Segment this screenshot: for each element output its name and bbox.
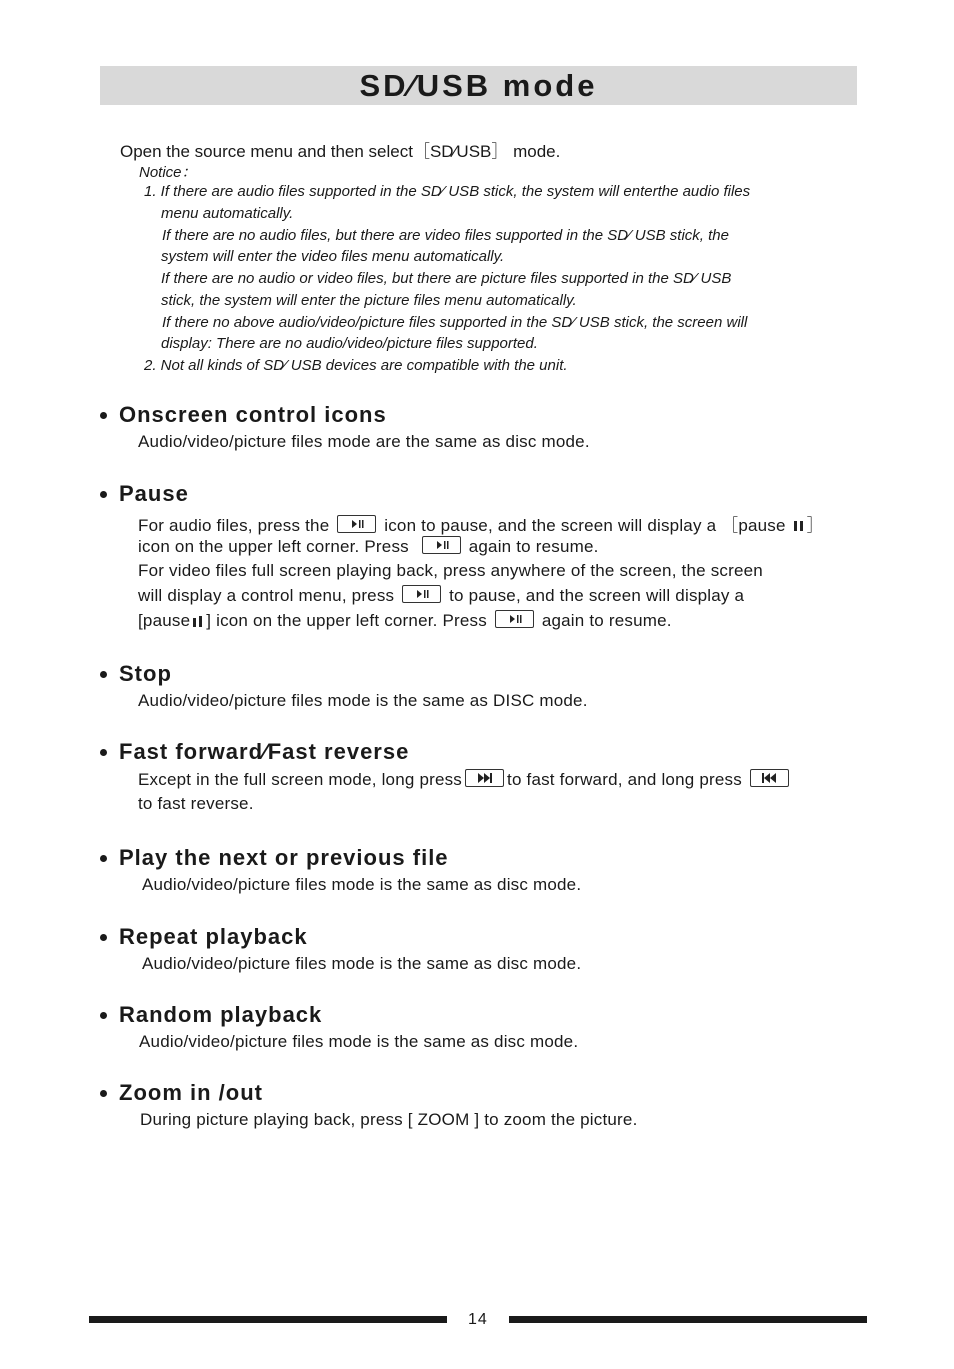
section-heading-stop	[100, 661, 172, 687]
note-line: stick, the system will enter the picture files menu automatically.	[161, 292, 577, 309]
note-line: If there no above audio/video/picture files supported in the SD⁄ USB stick, the screen will	[162, 314, 748, 331]
body-line	[138, 511, 824, 537]
section-heading-zoom	[100, 1080, 263, 1106]
note-line: If there are no audio files, but there are video files supported in the SD⁄ USB stick, the	[162, 227, 729, 244]
bullet-icon	[100, 671, 107, 678]
section-heading-fast-forward	[100, 739, 409, 765]
footer-rule-left	[89, 1316, 447, 1323]
section-heading-next-previous	[100, 845, 449, 871]
body-text: During picture playing back, press [ ZOOM ] to zoom the picture.	[140, 1110, 638, 1129]
note-line: system will enter the video files menu automatically.	[161, 248, 505, 265]
heading-text: Repeat playback	[119, 924, 308, 949]
note-line: If there are no audio or video files, but there are picture files supported in the SD⁄ USB	[161, 270, 732, 287]
body-text: again to resume.	[468, 537, 599, 556]
body-text: will display a control menu, press	[138, 586, 395, 605]
bullet-icon	[100, 934, 107, 941]
bullet-icon	[100, 1012, 107, 1019]
note-line: 2. Not all kinds of SD⁄ USB devices are compatible with the unit.	[144, 357, 568, 374]
previous-track-icon	[750, 769, 789, 787]
page-title: SD⁄USB mode	[359, 67, 598, 103]
heading-text: Onscreen control icons	[119, 402, 387, 427]
body-text: Audio/video/picture files mode is the same as DISC mode.	[138, 691, 588, 710]
section-heading-onscreen	[100, 402, 387, 428]
body-line	[138, 585, 744, 606]
bullet-icon	[100, 749, 107, 756]
body-text: [pause	[138, 611, 191, 630]
heading-text: Zoom in /out	[119, 1080, 263, 1105]
page-number: 14	[468, 1311, 488, 1328]
section-heading-repeat	[100, 924, 308, 950]
play-pause-icon	[495, 610, 534, 628]
body-text: to pause, and the screen will display a	[449, 586, 745, 605]
body-text: icon on the upper left corner. Press	[138, 537, 409, 556]
notice-label: Notice：	[139, 164, 197, 181]
body-text: to fast reverse.	[138, 794, 254, 813]
body-line	[138, 610, 672, 632]
note-line: 1. If there are audio files supported in the SD⁄ USB stick, the system will enterthe audio files	[144, 183, 751, 200]
body-text: For audio files, press the	[138, 516, 330, 535]
heading-text: Pause	[119, 481, 189, 506]
section-heading-random	[100, 1002, 322, 1028]
body-text: Audio/video/picture files mode are the same as disc mode.	[138, 432, 590, 451]
note-line: display: There are no audio/video/picture files supported.	[161, 335, 538, 352]
section-heading-pause	[100, 481, 189, 507]
body-text: Audio/video/picture files mode is the same as disc mode.	[139, 1032, 579, 1051]
footer-rule-right	[509, 1316, 867, 1323]
note-line: menu automatically.	[161, 205, 294, 222]
bullet-icon	[100, 855, 107, 862]
play-pause-icon	[337, 515, 376, 533]
heading-text: Fast forward⁄Fast reverse	[119, 739, 410, 764]
pause-icon	[192, 612, 204, 632]
heading-text: Random playback	[119, 1002, 323, 1027]
title-bar	[100, 66, 857, 105]
body-text: ］	[806, 516, 824, 535]
pause-icon	[793, 517, 805, 537]
heading-text: Play the next or previous file	[119, 845, 449, 870]
body-text: to fast forward, and long press	[507, 770, 742, 789]
body-text: again to resume.	[541, 611, 672, 630]
bullet-icon	[100, 1090, 107, 1097]
body-text: icon to pause, and the screen will display a ［pause	[384, 516, 786, 535]
body-text: For video files full screen playing back, press anywhere of the screen, the screen	[138, 561, 763, 580]
body-line	[138, 769, 792, 790]
play-pause-icon	[422, 536, 461, 554]
intro-text: Open the source menu and then select［SD⁄USB］ mode.	[120, 142, 561, 161]
heading-text: Stop	[119, 661, 172, 686]
bullet-icon	[100, 491, 107, 498]
bullet-icon	[100, 412, 107, 419]
body-text: Audio/video/picture files mode is the same as disc mode.	[142, 954, 582, 973]
next-track-icon	[465, 769, 504, 787]
body-line	[138, 536, 599, 557]
body-text: Audio/video/picture files mode is the same as disc mode.	[142, 875, 582, 894]
body-text: Except in the full screen mode, long press	[138, 770, 463, 789]
play-pause-icon	[402, 585, 441, 603]
body-text: ] icon on the upper left corner. Press	[206, 611, 487, 630]
